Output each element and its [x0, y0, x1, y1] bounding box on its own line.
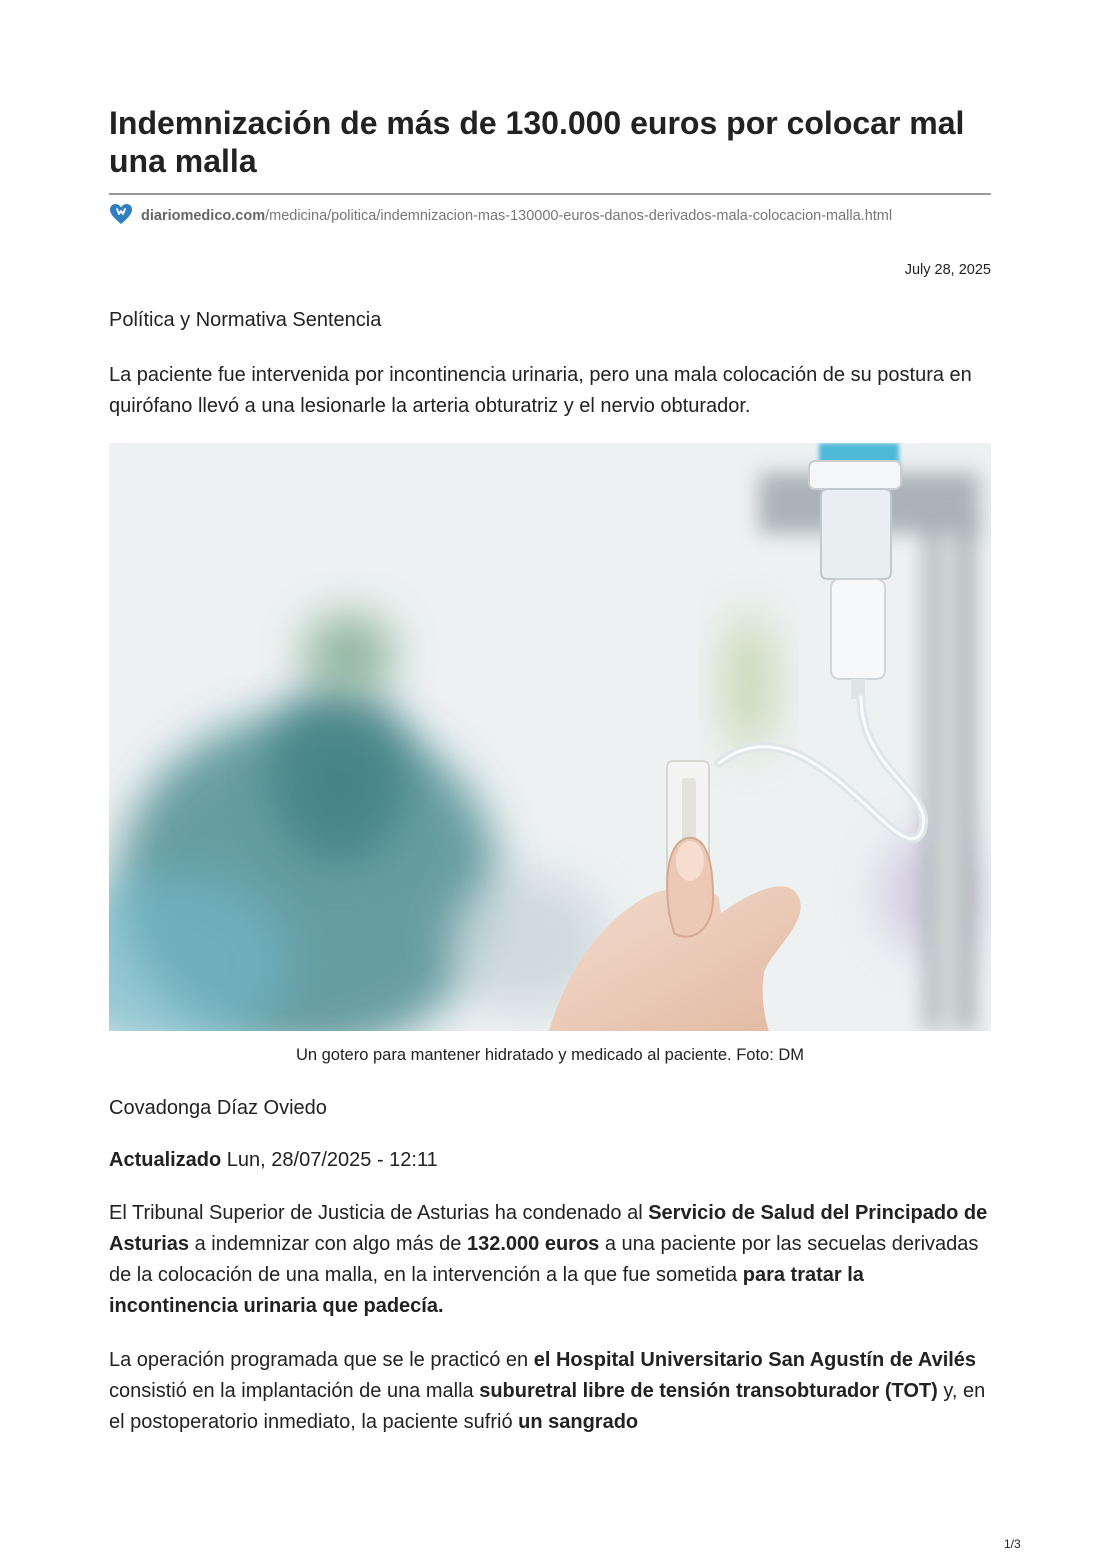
- para2-bold-1: el Hospital Universitario San Agustín de Avilés: [533, 1349, 977, 1371]
- para1-bold-2: 132.000 euros: [466, 1233, 600, 1255]
- para2-text-2: consistió en la implantación de una malla: [109, 1380, 480, 1402]
- updated-label: Actualizado: [109, 1149, 222, 1171]
- page-number: 1/3: [1004, 1537, 1021, 1551]
- para1-bold-1: Servicio de Salud del Principado de Asturias: [109, 1202, 988, 1255]
- updated-value: Lun, 28/07/2025 - 12:11: [221, 1149, 438, 1171]
- source-domain: diariomedico.com: [141, 208, 266, 224]
- source-path: /medicina/politica/indemnizacion-mas-130000-euros-danos-derivados-mala-colocacion-malla.html: [265, 208, 893, 224]
- para2-bold-2: suburetral libre de tensión transobturador (TOT): [479, 1380, 938, 1402]
- body-paragraph-1: [109, 1198, 991, 1322]
- para2-bold-3: un sangrado: [518, 1411, 639, 1433]
- source-url[interactable]: [109, 203, 991, 227]
- article-photo: [109, 443, 991, 1031]
- article-section: Política y Normativa Sentencia: [109, 309, 382, 331]
- publish-date: July 28, 2025: [904, 262, 991, 278]
- updated-timestamp: [109, 1146, 438, 1174]
- para2-text-1: La operación programada que se le practicó en: [109, 1349, 534, 1371]
- para1-text-2: a indemnizar con algo más de: [189, 1233, 467, 1255]
- para1-bold-3: para tratar la incontinencia urinaria que padecía.: [109, 1264, 864, 1317]
- title-divider: [109, 193, 991, 195]
- para1-text-1: El Tribunal Superior de Justicia de Asturias ha condenado al: [109, 1202, 649, 1224]
- heart-logo-icon: [109, 203, 133, 225]
- article-lede: La paciente fue intervenida por incontinencia urinaria, pero una mala colocación de su postura en quirófano llevó a una lesionarle la arteria obturatriz y el nervio obturador.: [109, 364, 972, 417]
- para1-text-3: a una paciente por las secuelas derivadas de la colocación de una malla, en la intervención a la que fue sometida: [109, 1233, 979, 1286]
- image-caption: Un gotero para mantener hidratado y medicado al paciente. Foto: DM: [295, 1046, 805, 1064]
- iv-drip-photo-illustration: [109, 443, 991, 1031]
- article-title: Indemnización de más de 130.000 euros por colocar mal una malla: [109, 105, 965, 179]
- para2-text-3: y, en el postoperatorio inmediato, la paciente sufrió: [109, 1380, 986, 1433]
- article-author: Covadonga Díaz Oviedo: [109, 1097, 327, 1119]
- body-paragraph-2: [109, 1345, 991, 1438]
